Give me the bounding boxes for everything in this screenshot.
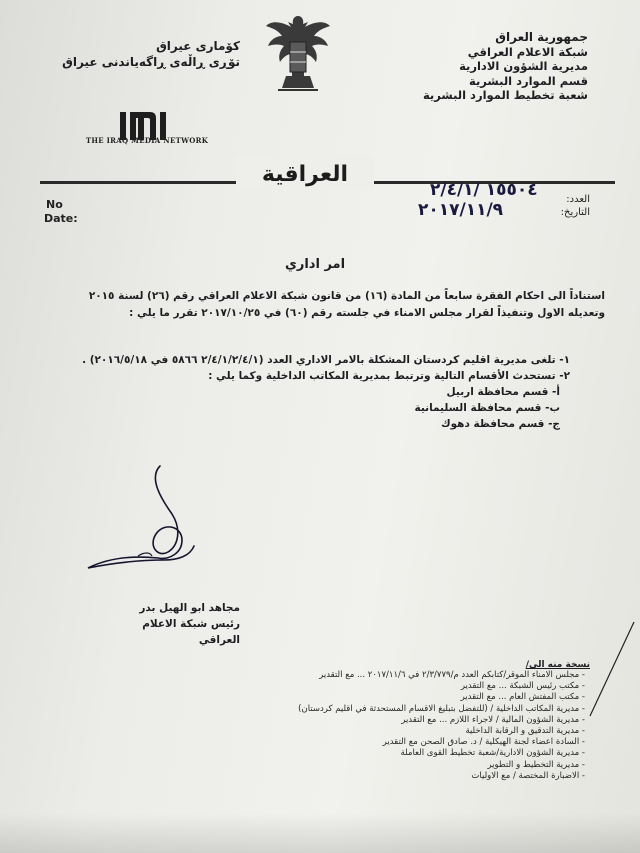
preamble-paragraph: استناداً الى احكام الفقرة سابعاً من المادة (١٦) من قانون شبكة الاعلام العراقي رقم (٢٦) لسنة ٢٠١٥ وتعديله الاول وتنفيذاً لقرار مجلس الامناء في جلسته رقم (٦٠) في ٢٠١٧/١٠/٢٥ تقرر ما يلي : (88, 290, 605, 319)
cc-item: - مجلس الامناء الموقر/كتابكم العدد م/٢/٣/٧٧٩ في ٢٠١٧/١١/٦ ... مع التقدير (319, 670, 585, 680)
signatory-position: رئيس شبكة الاعلام العراقي (142, 618, 240, 646)
eagle-emblem-icon (262, 12, 334, 98)
order-item: ١- تلغى مديرية اقليم كردستان المشكلة بالامر الاداري العدد (٢/٤/١/٢/٤/١ ٥٨٦٦ في ٢٠١٦/٥/١٨) . (82, 354, 570, 366)
issuer-line: قسم الموارد البشرية (468, 73, 588, 88)
cc-item: - مكتب رئيس الشبكة ... مع التقدير (460, 681, 585, 692)
cc-item: - مديرية التدقيق و الرقابة الداخلية (465, 726, 585, 737)
margin-pen-mark (586, 620, 636, 720)
iraq-media-network-logo (82, 96, 212, 156)
date-label-ar: التاريخ: (560, 207, 590, 218)
no-label: No (46, 198, 63, 211)
issue-date: ٢٠١٧/١١/٩ (418, 200, 504, 220)
order-items (82, 352, 570, 432)
signatory-name: مجاهد ابو الهيل بدر (139, 602, 240, 614)
wordmark-text: العراقية (261, 162, 349, 187)
cc-item: - مديرية المكاتب الداخلية / (للتفضل بتبليغ الاقسام المستحدثة في اقليم كردستان) (298, 703, 585, 714)
paper-shadow (0, 813, 640, 853)
issuer-line: شبكة الاعلام العراقي (467, 44, 588, 59)
order-item: ب- قسم محافظة السليمانية (414, 402, 560, 414)
cc-item: - مديرية التخطيط و التطوير (487, 759, 585, 770)
issuer-line: مديرية الشؤون الادارية (459, 59, 588, 73)
kurdish-line: كۆماری عیراق (156, 39, 240, 53)
cc-item: - مديرية الشؤون المالية / لاجراء اللازم ... مع التقدير (401, 714, 585, 725)
cc-item: - الاضبارة المختصة / مع الاوليات (471, 770, 585, 781)
handwritten-signature (78, 460, 228, 590)
order-item: ج- قسم محافظة دهوك (440, 418, 560, 430)
alIraqiya-wordmark (236, 157, 374, 189)
kurdish-header (40, 38, 240, 70)
issuer-line: جمهورية العراق (495, 30, 588, 44)
cc-item: - مديرية الشؤون الادارية/شعبة تخطيط القوى العاملة (400, 748, 585, 759)
cc-heading: نسخة منه الى/ (525, 660, 590, 670)
order-item: ٢- تستحدث الأقسام التالية وترتبط بمديرية المكاتب الداخلية وكما يلي : (208, 370, 570, 382)
order-item: أ- قسم محافظة اربيل (446, 386, 560, 398)
cc-list (230, 670, 585, 782)
issuer-line: شعبة تخطيط الموارد البشرية (422, 88, 588, 102)
kurdish-line: تۆڕی ڕاڵەی ڕاگەیاندنی عیراق (62, 55, 240, 69)
cc-item: - مكتب المفتش العام ... مع التقدير (460, 692, 585, 703)
issuer-header (368, 30, 588, 103)
date-label: Date: (44, 212, 78, 225)
signatory-block (130, 600, 240, 648)
cc-item: - السادة اعضاء لجنة الهيكلية / د. صادق الصحن مع التقدير (382, 737, 585, 748)
logo-text: THE IRAQ MEDIA NETWORK (85, 136, 209, 145)
document-title: امر اداري (284, 257, 346, 272)
number-label-ar: العدد: (566, 194, 590, 205)
reference-number: ١٥٥٠٤ /٢/٤/١ (430, 180, 538, 200)
